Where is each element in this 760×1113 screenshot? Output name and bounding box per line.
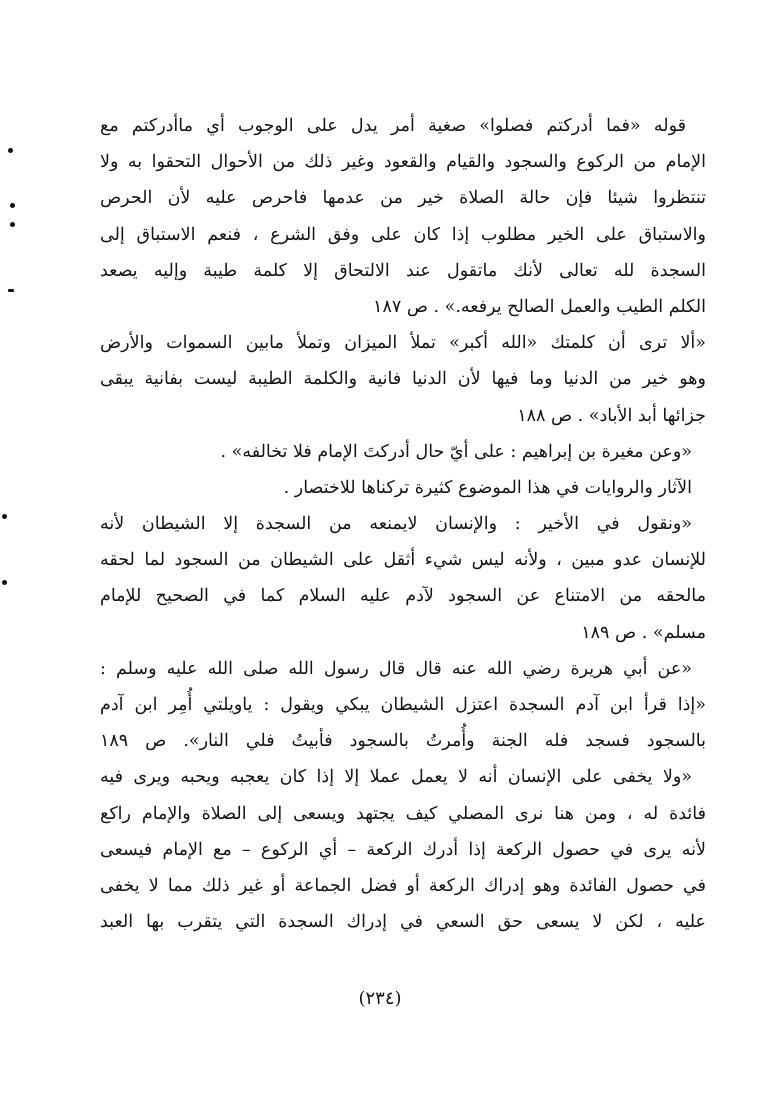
text-line: مسلم» . ص ١٨٩ (581, 622, 706, 643)
text-line: قوله «فما أدركتم فصلوا» صغية أمر يدل على الوجوب أي ماأدركتم مع (100, 116, 686, 136)
text-line: بالسجود فسجد فله الجنة وأُمرتُ بالسجود فأبيتُ فلي النار». ص ١٨٩ (100, 731, 706, 752)
text-line: عليه ، لكن لا يسعى حق السعي في إدراك السجدة التي يتقرب بها العبد (100, 912, 706, 933)
text-line: فائدة له ، ومن هنا نرى المصلي كيف يجتهد ويسعى إلى الصلاة والإمام راكع (100, 803, 706, 824)
text-line: الكلم الطيب والعمل الصالح يرفعه.» . ص ١٨٧ (373, 296, 706, 317)
text-line: جزائها أبد الأباد» . ص ١٨٨ (517, 405, 706, 426)
text-line: السجدة لله تعالى لأنك ماتقول عند الالتحاق إلا كلمة طيبة وإليه يصعد (100, 260, 706, 281)
margin-mark (10, 222, 15, 227)
text-line: في حصول الفائدة وهو إدراك الركعة أو فضل الجماعة أو غير ذلك مما لا يخفى (100, 875, 706, 896)
margin-mark (2, 580, 7, 585)
margin-mark (10, 203, 15, 208)
text-line: «إذا قرأ ابن آدم السجدة اعتزل الشيطان يبكي ويقول : ياويلتي أُمِر ابن آدم (100, 695, 706, 715)
text-line: وهو خير من الدنيا وما فيها لأن الدنيا فانية والكلمة الطيبة ليست بفانية يبقى (100, 369, 706, 390)
body-text (100, 108, 706, 940)
text-line: الإمام من الركوع والسجود والقيام والقعود وغير ذلك من الأحوال التحقوا به ولا (100, 152, 706, 173)
text-line: «عن أبي هريرة رضي الله عنه قال قال رسول الله صلى الله عليه وسلم : (100, 658, 692, 679)
text-line: مالحقه من الامتناع عن السجود لآدم عليه السلام كما في الصحيح للإمام (100, 586, 706, 607)
text-line: والاستباق على الخير مطلوب إذا كان على وفق الشرع ، فنعم الاستباق إلى (100, 224, 706, 245)
margin-mark (8, 289, 14, 292)
margin-mark (2, 514, 7, 519)
text-line: «ولا يخفى على الإنسان أنه لا يعمل عملا إلا إذا كان يعجبه ويحبه ويرى فيه (100, 767, 692, 788)
text-line: تنتظروا شيئا فإن حالة الصلاة خير من عدمها فاحرص عليه لأن الحرص (100, 188, 706, 209)
text-line: لأنه يرى في حصول الركعة إذا أدرك الركعة – أي الركوع – مع الإمام فيسعى (100, 839, 706, 860)
text-line: «ألا ترى أن كلمتك «الله أكبر» تملأ الميزان وتملأ مابين السموات والأرض (100, 333, 706, 354)
text-line: الآثار والروايات في هذا الموضوع كثيرة تركناها للاختصار . (283, 477, 692, 498)
text-line: للإنسان عدو مبين ، ولأنه ليس شيء أثقل على الشيطان من السجود لما لحقه (100, 550, 706, 571)
page-number: (٢٣٤) (358, 988, 402, 1009)
margin-mark (8, 148, 13, 153)
text-line: «ونقول في الأخير : والإنسان لايمنعه من السجدة إلا الشيطان لأنه (100, 514, 692, 535)
text-line: «وعن مغيرة بن إبراهيم : على أيّ حال أدركتَ الإمام فلا تخالفه» . (220, 441, 692, 462)
